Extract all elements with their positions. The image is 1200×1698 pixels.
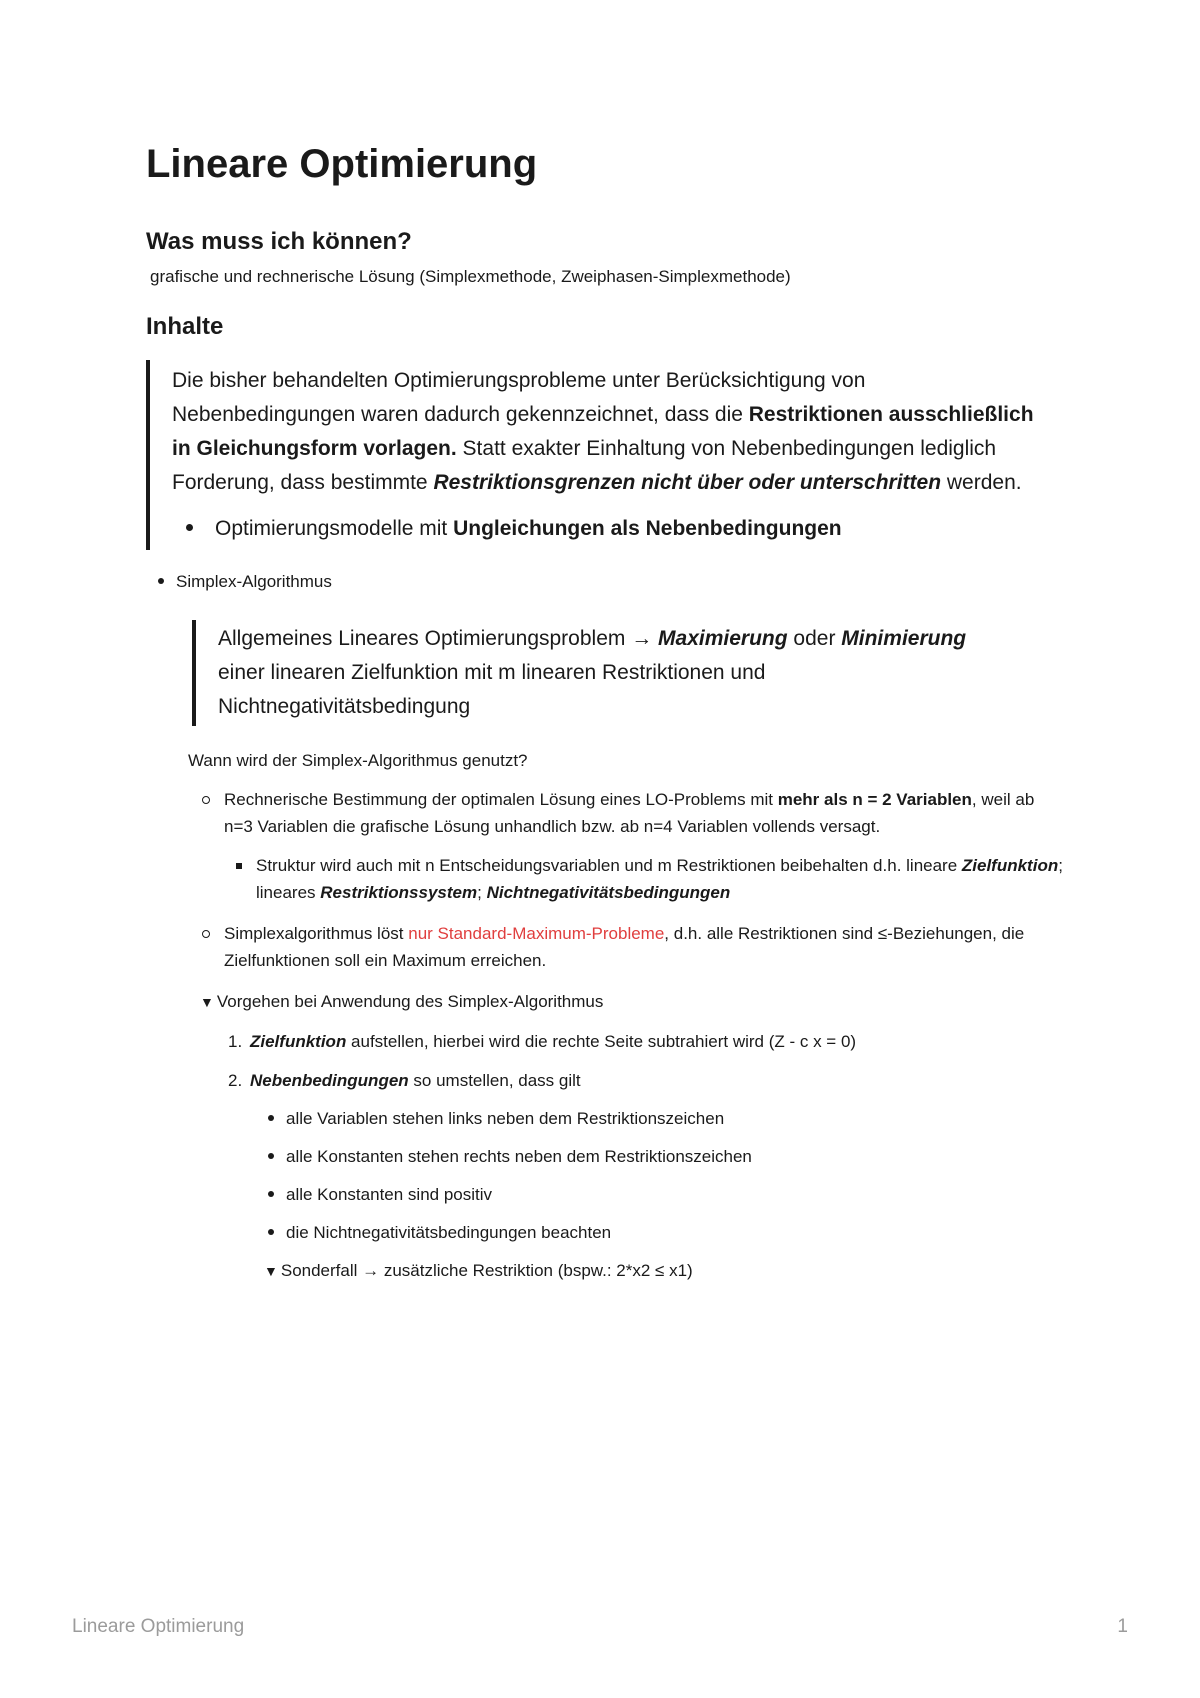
page-footer <box>72 1616 1128 1638</box>
text-span: Rechnerische Bestimmung der optimalen Lösung eines LO-Problems mit <box>224 790 778 810</box>
condition-text: alle Konstanten stehen rechts neben dem Restriktionszeichen <box>286 1147 752 1167</box>
bullet-circle-icon <box>202 930 210 938</box>
skills-text: grafische und rechnerische Lösung (Simplexmethode, Zweiphasen-Simplexmethode) <box>150 266 791 286</box>
bold-italic-text: Zielfunktion <box>250 1032 347 1052</box>
page-content <box>146 140 1066 1285</box>
bold-italic-text: Restriktionssystem <box>320 883 478 903</box>
condition-text: die Nichtnegativitätsbedingungen beachten <box>286 1223 612 1243</box>
text-span: Die bisher behandelten Optimierungsprobleme unter Berücksichtigung von Nebenbedingungen waren dadurch gekennzeichnet, dass die <box>172 368 866 426</box>
bullet-dot-icon <box>268 1191 274 1197</box>
simplex-sublist <box>188 750 1066 1285</box>
toggle-label: Sonderfall → zusätzliche Restriktion (bspw.: 2*x2 ≤ x1) <box>280 1261 693 1281</box>
toggle-label: Vorgehen bei Anwendung des Simplex-Algorithmus <box>216 992 604 1012</box>
list-item-simplex <box>158 572 1066 592</box>
bullet-dot-icon <box>268 1153 274 1159</box>
footer-title: Lineare Optimierung <box>72 1616 245 1637</box>
text-span: Statt exakter Einhaltung von Nebenbedingungen lediglich Forderung, dass bestimmte <box>172 436 997 494</box>
bold-italic-text: Nichtnegativitätsbedingungen <box>486 883 731 903</box>
bullet-dot-icon <box>186 524 193 531</box>
text-span: so umstellen, dass gilt <box>408 1071 581 1091</box>
bold-text: Ungleichungen als Nebenbedingungen <box>453 516 842 540</box>
bold-text: Restriktionen ausschließlich in Gleichungsform vorlagen. <box>172 402 1034 460</box>
bullet-circle-icon <box>202 796 210 804</box>
toggle-triangle-icon[interactable]: ▼ <box>200 994 214 1011</box>
bold-italic-text: Restriktionsgrenzen nicht über oder unterschritten <box>433 470 942 494</box>
condition-item <box>268 1219 1066 1246</box>
list-item <box>236 852 1066 906</box>
bullet-square-icon <box>236 863 242 869</box>
toggle-triangle-icon[interactable]: ▼ <box>264 1263 278 1280</box>
question-text: Wann wird der Simplex-Algorithmus genutzt? <box>188 750 528 770</box>
bullet-dot-icon <box>268 1229 274 1235</box>
quote-text <box>172 364 1042 500</box>
list-item <box>202 920 1066 974</box>
list-item <box>202 786 1066 840</box>
toggle-special-case[interactable] <box>264 1257 1066 1285</box>
step-number: 1. <box>228 1032 243 1052</box>
text-span: ; lineares <box>256 856 1063 903</box>
bold-italic-text: Nebenbedingungen <box>250 1071 409 1091</box>
step-number: 2. <box>228 1071 243 1091</box>
quote-bullet-item <box>172 512 1042 546</box>
text-span: oder <box>787 626 842 650</box>
bold-italic-text: Minimierung <box>841 626 967 650</box>
text-span: Allgemeines Lineares Optimierungsproblem → <box>218 626 659 650</box>
bullet-dot-icon <box>158 578 164 584</box>
toggle-procedure[interactable] <box>200 988 1066 1016</box>
quote-block-restrictions <box>146 360 1042 550</box>
step-item <box>228 1028 1066 1055</box>
condition-item <box>268 1181 1066 1208</box>
condition-text: alle Konstanten sind positiv <box>286 1185 493 1205</box>
text-span: werden. <box>941 470 1022 494</box>
condition-text: alle Variablen stehen links neben dem Restriktionszeichen <box>286 1109 725 1129</box>
quote-block-definition <box>192 620 1018 726</box>
text-span: , d.h. alle Restriktionen sind ≤-Beziehungen, die Zielfunktionen soll ein Maximum erreichen. <box>224 924 1025 971</box>
skills-heading: Was muss ich können? <box>146 228 412 255</box>
bullet-dot-icon <box>268 1115 274 1121</box>
text-span: Simplexalgorithmus löst <box>224 924 409 944</box>
text-span: aufstellen, hierbei wird die rechte Seite subtrahiert wird (Z - c x = 0) <box>346 1032 857 1052</box>
text-span: Struktur wird auch mit n Entscheidungsvariablen und m Restriktionen beibehalten d.h. lineare <box>256 856 962 876</box>
step-item <box>228 1067 1066 1094</box>
simplex-section <box>146 572 1066 1285</box>
text-span: einer linearen Zielfunktion mit m linearen Restriktionen und Nichtnegativitätsbedingung <box>218 660 766 718</box>
text-span: , weil ab n=3 Variablen die grafische Lösung unhandlich bzw. ab n=4 Variablen vollends versagt. <box>224 790 1035 837</box>
highlighted-text: nur Standard-Maximum-Probleme <box>408 924 665 944</box>
bold-text: mehr als n = 2 Variablen <box>777 790 972 810</box>
bold-italic-text: Maximierung <box>658 626 788 650</box>
list-item-label: Simplex-Algorithmus <box>176 571 332 591</box>
text-span: ; <box>477 883 487 903</box>
page-title: Lineare Optimierung <box>146 142 538 186</box>
condition-item <box>268 1143 1066 1170</box>
bold-italic-text: Zielfunktion <box>961 856 1059 876</box>
contents-heading: Inhalte <box>146 313 224 341</box>
page-number: 1 <box>1117 1616 1128 1637</box>
condition-item <box>268 1105 1066 1132</box>
text-span: Optimierungsmodelle mit <box>215 516 454 540</box>
